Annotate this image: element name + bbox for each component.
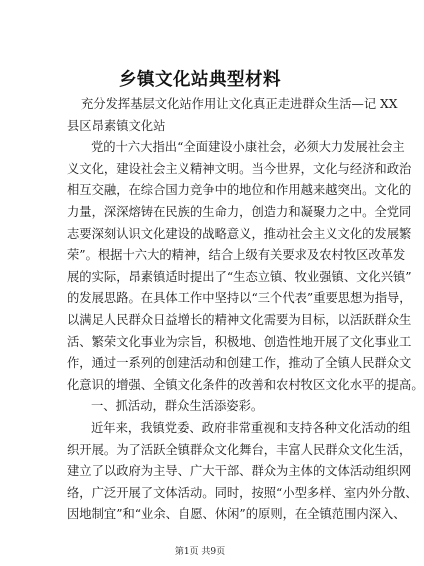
paragraph-line: 充分发挥基层文化站作用让文化真正走进群众生活—记 XX <box>81 97 398 111</box>
paragraph-line: 力量，深深熔铸在民族的生命力，创造力和凝聚力之中。全党同 <box>67 204 412 219</box>
document-body <box>67 94 424 526</box>
paragraph-line: 因地制宜”和“业余、自愿、休闲”的原则，在全镇范围内深入、 <box>67 507 406 522</box>
paragraph-line: 党的十六大指出“全面建设小康社会，必须大力发展社会主 <box>91 140 405 155</box>
paragraph-line: 县区昂素镇文化站 <box>67 118 166 133</box>
paragraph-line: 化意识的增强、全镇文化条件的改善和农村牧区文化水平的提高。 <box>67 377 424 392</box>
paragraph-line: 志要深刻认识文化建设的战略意义，推动社会主义文化的发展繁 <box>67 226 412 241</box>
paragraph-line: 近年来，我镇党委、政府非常重视和支持各种文化活动的组 <box>91 420 411 435</box>
document-title: 乡镇文化站典型材料 <box>119 70 281 90</box>
paragraph-line: 络，广泛开展了文体活动。同时，按照“小型多样、室内外分散、 <box>67 485 418 500</box>
paragraph-line: 展的实际，昂素镇适时提出了“生态立镇、牧业强镇、文化兴镇” <box>67 269 412 284</box>
paragraph-line: 荣”。根据十六大的精神，结合上级有关要求及农村牧区改革发 <box>67 248 406 263</box>
paragraph-line: 织开展。为了活跃全镇群众文化舞台，丰富人民群众文化生活， <box>67 442 412 457</box>
paragraph-line: 活、繁荣文化事业为宗旨，积极地、创造性地开展了文化事业工 <box>67 334 412 349</box>
paragraph-line: 建立了以政府为主导、广大干部、群众为主体的文体活动组织网 <box>67 464 412 479</box>
paragraph-line: 义文化，建设社会主义精神文明。当今世界，文化与经济和政治 <box>67 161 412 176</box>
paragraph-line: 以满足人民群众日益增长的精神文化需要为目标，以活跃群众生 <box>67 312 412 327</box>
paragraph-line: 的发展思路。在具体工作中坚持以“三个代表”重要思想为指导， <box>67 291 412 306</box>
paragraph-line: 相互交融，在综合国力竞争中的地位和作用越来越突出。文化的 <box>67 183 412 198</box>
paragraph-line: 作，通过一系列的创建活动和创建工作，推动了全镇人民群众文 <box>67 356 412 371</box>
section-heading: 一、抓活动，群众生活添姿彩。 <box>91 399 264 414</box>
page-number: 第1页 共9页 <box>174 547 226 557</box>
